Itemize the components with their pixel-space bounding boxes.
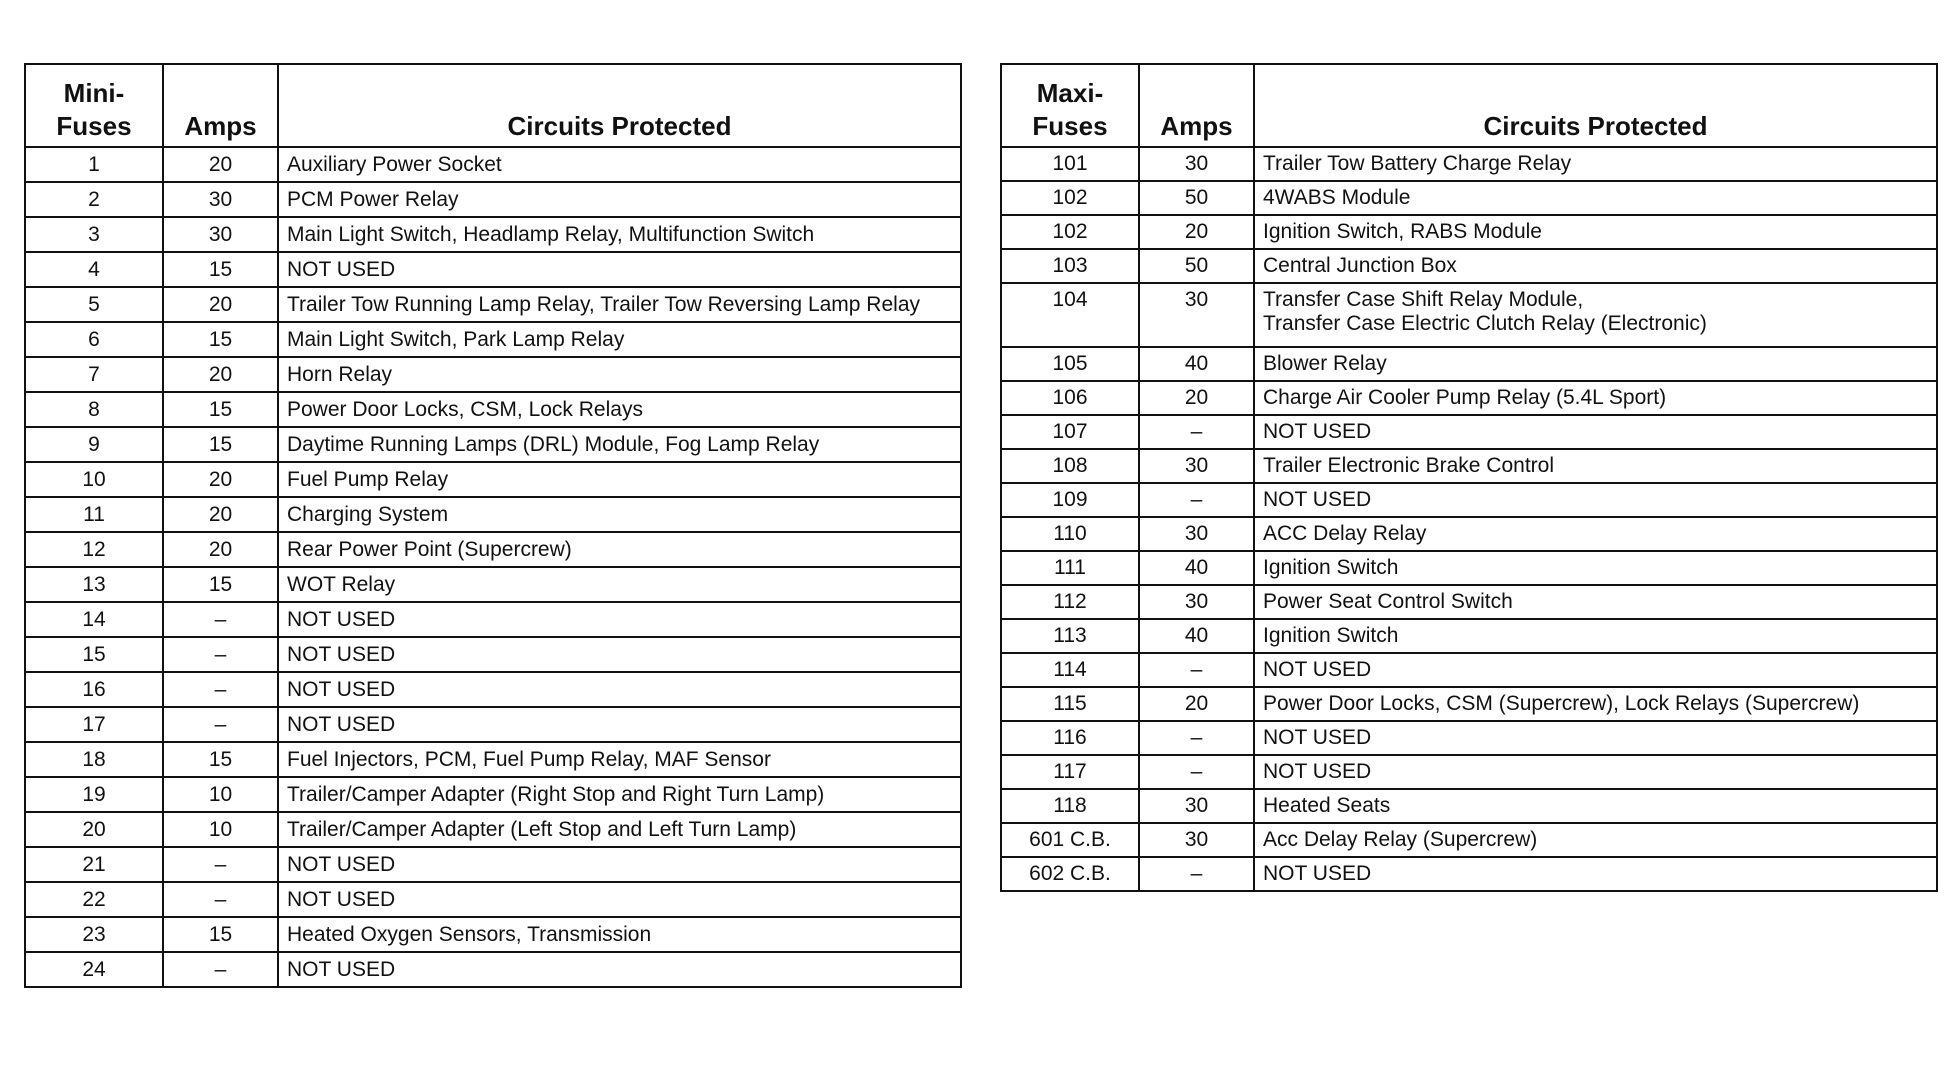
fuse-number-cell: 11: [25, 497, 163, 532]
circuits-protected-cell: Trailer/Camper Adapter (Right Stop and Right Turn Lamp): [278, 777, 961, 812]
circuits-protected-cell: Daytime Running Lamps (DRL) Module, Fog Lamp Relay: [278, 427, 961, 462]
fuse-amps-cell: 50: [1139, 181, 1254, 215]
fuse-row: [25, 742, 961, 777]
circuits-protected-cell: NOT USED: [278, 707, 961, 742]
circuits-protected-cell: Trailer/Camper Adapter (Left Stop and Left Turn Lamp): [278, 812, 961, 847]
fuse-number-cell: 9: [25, 427, 163, 462]
circuits-protected-cell: Ignition Switch: [1254, 619, 1937, 653]
fuse-amps-cell: 40: [1139, 347, 1254, 381]
fuse-amps-cell: –: [163, 847, 278, 882]
fuse-amps-cell: 30: [1139, 517, 1254, 551]
fuse-amps-cell: –: [163, 602, 278, 637]
fuse-amps-cell: –: [1139, 721, 1254, 755]
fuse-amps-cell: –: [163, 882, 278, 917]
circuits-protected-cell: NOT USED: [1254, 415, 1937, 449]
fuse-number-cell: 115: [1001, 687, 1139, 721]
circuits-line-2: Transfer Case Electric Clutch Relay (Electronic): [1263, 312, 1707, 335]
fuse-row: [1001, 215, 1937, 249]
fuse-row: [25, 252, 961, 287]
fuse-row: [1001, 381, 1937, 415]
fuse-number-cell: 21: [25, 847, 163, 882]
fuse-row: [25, 602, 961, 637]
fuse-amps-cell: –: [1139, 857, 1254, 891]
fuse-amps-cell: 30: [1139, 823, 1254, 857]
fuse-number-cell: 16: [25, 672, 163, 707]
circuits-protected-cell: Charge Air Cooler Pump Relay (5.4L Sport): [1254, 381, 1937, 415]
fuse-amps-cell: –: [163, 952, 278, 987]
mini-fuse-header-line1: Mini-: [63, 78, 125, 108]
fuse-amps-cell: –: [163, 672, 278, 707]
circuits-protected-cell: 4WABS Module: [1254, 181, 1937, 215]
fuse-row: [1001, 415, 1937, 449]
circuits-protected-cell: Auxiliary Power Socket: [278, 147, 961, 182]
fuse-amps-cell: –: [1139, 483, 1254, 517]
fuse-amps-cell: 20: [163, 147, 278, 182]
fuse-row: [25, 322, 961, 357]
fuse-row: [25, 952, 961, 987]
circuits-protected-cell: NOT USED: [1254, 721, 1937, 755]
circuits-protected-cell: Central Junction Box: [1254, 249, 1937, 283]
circuits-protected-cell: Blower Relay: [1254, 347, 1937, 381]
circuits-protected-cell: NOT USED: [1254, 483, 1937, 517]
fuse-amps-cell: 30: [1139, 789, 1254, 823]
fuse-amps-cell: 15: [163, 392, 278, 427]
fuse-row: [25, 847, 961, 882]
fuse-row: [1001, 653, 1937, 687]
fuse-amps-cell: 15: [163, 427, 278, 462]
fuse-row: [25, 672, 961, 707]
fuse-row: [25, 812, 961, 847]
fuse-number-cell: 116: [1001, 721, 1139, 755]
fuse-number-cell: 17: [25, 707, 163, 742]
fuse-row: [25, 637, 961, 672]
fuse-amps-cell: 15: [163, 742, 278, 777]
fuse-amps-cell: 20: [1139, 215, 1254, 249]
circuits-protected-cell: Trailer Tow Battery Charge Relay: [1254, 147, 1937, 181]
fuse-number-cell: 109: [1001, 483, 1139, 517]
fuse-amps-cell: 15: [163, 322, 278, 357]
circuits-protected-cell: Power Door Locks, CSM (Supercrew), Lock Relays (Supercrew): [1254, 687, 1937, 721]
circuits-protected-cell: NOT USED: [278, 602, 961, 637]
maxi-amps-column-header: Amps: [1139, 64, 1254, 147]
fuse-row: [1001, 789, 1937, 823]
fuse-number-cell: 24: [25, 952, 163, 987]
fuse-row: [25, 707, 961, 742]
fuse-amps-cell: 20: [163, 532, 278, 567]
circuits-protected-cell: Acc Delay Relay (Supercrew): [1254, 823, 1937, 857]
fuse-row: [1001, 551, 1937, 585]
fuse-row: [1001, 147, 1937, 181]
fuse-amps-cell: 30: [163, 217, 278, 252]
circuits-protected-cell: Ignition Switch: [1254, 551, 1937, 585]
fuse-row: [25, 287, 961, 322]
fuse-amps-cell: 20: [1139, 687, 1254, 721]
fuse-number-cell: 601 C.B.: [1001, 823, 1139, 857]
fuse-number-cell: 108: [1001, 449, 1139, 483]
circuits-protected-cell: Main Light Switch, Park Lamp Relay: [278, 322, 961, 357]
fuse-number-cell: 102: [1001, 215, 1139, 249]
mini-fuse-header-line2: Fuses: [56, 111, 132, 141]
circuits-protected-cell: ACC Delay Relay: [1254, 517, 1937, 551]
fuse-number-cell: 102: [1001, 181, 1139, 215]
fuse-row: [1001, 619, 1937, 653]
fuse-row: [25, 427, 961, 462]
fuse-amps-cell: –: [1139, 415, 1254, 449]
circuits-protected-cell: Rear Power Point (Supercrew): [278, 532, 961, 567]
circuits-protected-cell: Heated Oxygen Sensors, Transmission: [278, 917, 961, 952]
fuse-number-cell: 107: [1001, 415, 1139, 449]
fuse-number-cell: 18: [25, 742, 163, 777]
fuse-row: [25, 917, 961, 952]
fuse-row: [25, 182, 961, 217]
circuits-protected-cell: NOT USED: [278, 252, 961, 287]
mini-table-header-row: [25, 64, 961, 147]
fuse-row: [1001, 181, 1937, 215]
fuse-row: [25, 777, 961, 812]
fuse-number-cell: 14: [25, 602, 163, 637]
fuse-row: [1001, 755, 1937, 789]
fuse-number-cell: 4: [25, 252, 163, 287]
fuse-number-cell: 3: [25, 217, 163, 252]
fuse-row: [25, 217, 961, 252]
fuse-row: [25, 462, 961, 497]
fuse-row: [25, 532, 961, 567]
circuits-protected-cell: NOT USED: [278, 637, 961, 672]
fuse-number-cell: 15: [25, 637, 163, 672]
fuse-number-cell: 602 C.B.: [1001, 857, 1139, 891]
maxi-fuse-table: [1000, 63, 1938, 892]
mini-fuse-column-header: [25, 64, 163, 147]
fuse-number-cell: 13: [25, 567, 163, 602]
fuse-number-cell: 101: [1001, 147, 1139, 181]
circuits-protected-cell: Horn Relay: [278, 357, 961, 392]
fuse-amps-cell: 10: [163, 812, 278, 847]
fuse-row: [1001, 249, 1937, 283]
maxi-fuse-column-header: [1001, 64, 1139, 147]
fuse-amps-cell: 15: [163, 567, 278, 602]
fuse-number-cell: 118: [1001, 789, 1139, 823]
circuits-protected-cell: Power Seat Control Switch: [1254, 585, 1937, 619]
fuse-number-cell: 105: [1001, 347, 1139, 381]
fuse-amps-cell: 20: [163, 497, 278, 532]
fuse-number-cell: 113: [1001, 619, 1139, 653]
fuse-row: [1001, 857, 1937, 891]
fuse-amps-cell: 30: [1139, 585, 1254, 619]
maxi-fuse-header-line2: Fuses: [1032, 111, 1108, 141]
fuse-row: [25, 392, 961, 427]
circuits-protected-cell: NOT USED: [1254, 653, 1937, 687]
circuits-protected-cell: PCM Power Relay: [278, 182, 961, 217]
fuse-number-cell: 104: [1001, 283, 1139, 347]
fuse-number-cell: 8: [25, 392, 163, 427]
mini-amps-column-header: Amps: [163, 64, 278, 147]
fuse-amps-cell: 30: [1139, 283, 1254, 347]
fuse-amps-cell: 30: [1139, 449, 1254, 483]
fuse-number-cell: 5: [25, 287, 163, 322]
fuse-number-cell: 2: [25, 182, 163, 217]
mini-fuse-table: [24, 63, 962, 988]
fuse-number-cell: 22: [25, 882, 163, 917]
fuse-row: [25, 567, 961, 602]
fuse-amps-cell: –: [163, 637, 278, 672]
fuse-row: [1001, 687, 1937, 721]
fuse-amps-cell: 20: [163, 462, 278, 497]
circuits-protected-cell: Power Door Locks, CSM, Lock Relays: [278, 392, 961, 427]
circuits-protected-cell: NOT USED: [278, 672, 961, 707]
fuse-number-cell: 106: [1001, 381, 1139, 415]
fuse-amps-cell: 50: [1139, 249, 1254, 283]
fuse-row: [25, 497, 961, 532]
fuse-number-cell: 7: [25, 357, 163, 392]
fuse-number-cell: 117: [1001, 755, 1139, 789]
fuse-number-cell: 1: [25, 147, 163, 182]
circuits-protected-cell: NOT USED: [1254, 857, 1937, 891]
circuits-protected-cell: Fuel Injectors, PCM, Fuel Pump Relay, MAF Sensor: [278, 742, 961, 777]
fuse-number-cell: 23: [25, 917, 163, 952]
fuse-amps-cell: 20: [163, 357, 278, 392]
fuse-row: [25, 882, 961, 917]
fuse-amps-cell: –: [163, 707, 278, 742]
fuse-amps-cell: –: [1139, 755, 1254, 789]
maxi-table-header-row: [1001, 64, 1937, 147]
circuits-protected-cell: [1254, 283, 1937, 347]
fuse-amps-cell: 40: [1139, 551, 1254, 585]
fuse-number-cell: 19: [25, 777, 163, 812]
mini-circuits-column-header: Circuits Protected: [278, 64, 961, 147]
fuse-number-cell: 110: [1001, 517, 1139, 551]
fuse-amps-cell: 40: [1139, 619, 1254, 653]
fuse-row: [25, 147, 961, 182]
fuse-amps-cell: 20: [1139, 381, 1254, 415]
fuse-row: [1001, 283, 1937, 347]
circuits-protected-cell: NOT USED: [278, 847, 961, 882]
fuse-row: [25, 357, 961, 392]
circuits-protected-cell: NOT USED: [1254, 755, 1937, 789]
circuits-protected-cell: Main Light Switch, Headlamp Relay, Multifunction Switch: [278, 217, 961, 252]
fuse-number-cell: 114: [1001, 653, 1139, 687]
circuits-protected-cell: Trailer Electronic Brake Control: [1254, 449, 1937, 483]
fuse-row: [1001, 721, 1937, 755]
fuse-number-cell: 12: [25, 532, 163, 567]
fuse-number-cell: 10: [25, 462, 163, 497]
fuse-row: [1001, 347, 1937, 381]
fuse-row: [1001, 483, 1937, 517]
maxi-fuse-header-line1: Maxi-: [1036, 78, 1104, 108]
fuse-amps-cell: –: [1139, 653, 1254, 687]
fuse-amps-cell: 20: [163, 287, 278, 322]
fuse-number-cell: 112: [1001, 585, 1139, 619]
fuse-amps-cell: 10: [163, 777, 278, 812]
circuits-protected-cell: Heated Seats: [1254, 789, 1937, 823]
fuse-number-cell: 111: [1001, 551, 1139, 585]
circuits-line-1: Transfer Case Shift Relay Module,: [1263, 288, 1584, 311]
fuse-amps-cell: 30: [163, 182, 278, 217]
fuse-number-cell: 6: [25, 322, 163, 357]
circuits-protected-cell: NOT USED: [278, 882, 961, 917]
fuse-number-cell: 20: [25, 812, 163, 847]
fuse-amps-cell: 15: [163, 252, 278, 287]
maxi-circuits-column-header: Circuits Protected: [1254, 64, 1937, 147]
circuits-protected-cell: Charging System: [278, 497, 961, 532]
fuse-number-cell: 103: [1001, 249, 1139, 283]
circuits-protected-cell: Ignition Switch, RABS Module: [1254, 215, 1937, 249]
fuse-amps-cell: 15: [163, 917, 278, 952]
circuits-protected-cell: Trailer Tow Running Lamp Relay, Trailer Tow Reversing Lamp Relay: [278, 287, 961, 322]
fuse-row: [1001, 585, 1937, 619]
circuits-protected-cell: NOT USED: [278, 952, 961, 987]
circuits-protected-cell: WOT Relay: [278, 567, 961, 602]
fuse-row: [1001, 449, 1937, 483]
fuse-row: [1001, 517, 1937, 551]
fuse-amps-cell: 30: [1139, 147, 1254, 181]
circuits-protected-cell: Fuel Pump Relay: [278, 462, 961, 497]
fuse-row: [1001, 823, 1937, 857]
